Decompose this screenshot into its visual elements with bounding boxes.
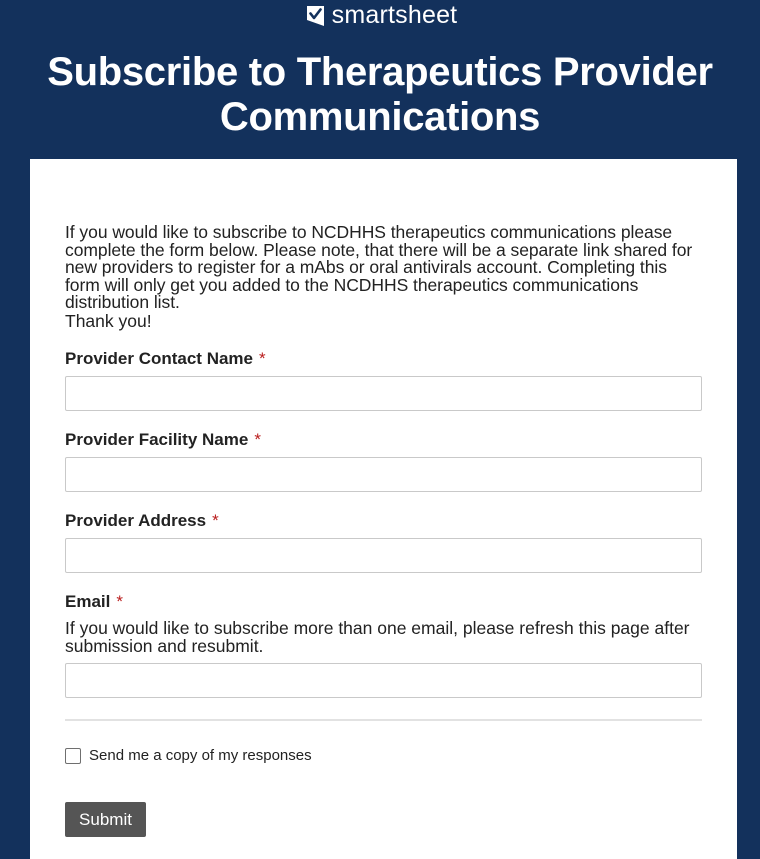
thanks-text: Thank you!: [65, 311, 152, 331]
email-input[interactable]: [65, 663, 702, 698]
contact-name-label-text: Provider Contact Name: [65, 349, 253, 368]
address-label-text: Provider Address: [65, 511, 207, 530]
intro-text: If you would like to subscribe to NCDHHS therapeutics communications please complete the form below. Please note, that there will be a separate link shared for new providers to register for a mAbs or oral antivirals account. Completing this form will only get you added to the NCDHHS therapeutics communications distribution list.: [65, 222, 693, 313]
required-asterisk: *: [254, 430, 261, 449]
copy-checkbox[interactable]: [65, 748, 81, 764]
copy-label: Send me a copy of my responses: [89, 747, 312, 764]
form-card: [30, 159, 737, 859]
required-asterisk: *: [116, 592, 123, 611]
smartsheet-logo: [0, 0, 760, 32]
address-label: [65, 511, 219, 531]
required-asterisk: *: [212, 511, 219, 530]
smartsheet-logo-icon: [307, 6, 324, 26]
required-asterisk: *: [259, 349, 266, 368]
page-title: Subscribe to Therapeutics Provider Communications: [47, 50, 713, 139]
copy-option[interactable]: [65, 747, 312, 764]
email-help-text: If you would like to subscribe more than one email, please refresh this page after submission and resubmit.: [65, 618, 690, 656]
facility-name-input[interactable]: [65, 457, 702, 492]
logo-group: [307, 0, 458, 29]
submit-button[interactable]: Submit: [65, 802, 146, 837]
address-input[interactable]: [65, 538, 702, 573]
facility-name-label: [65, 430, 261, 450]
contact-name-label: [65, 349, 266, 369]
contact-name-input[interactable]: [65, 376, 702, 411]
email-label: [65, 592, 123, 612]
divider: [65, 719, 702, 721]
logo-text: smartsheet: [331, 0, 458, 29]
facility-name-label-text: Provider Facility Name: [65, 430, 249, 449]
email-label-text: Email: [65, 592, 111, 611]
